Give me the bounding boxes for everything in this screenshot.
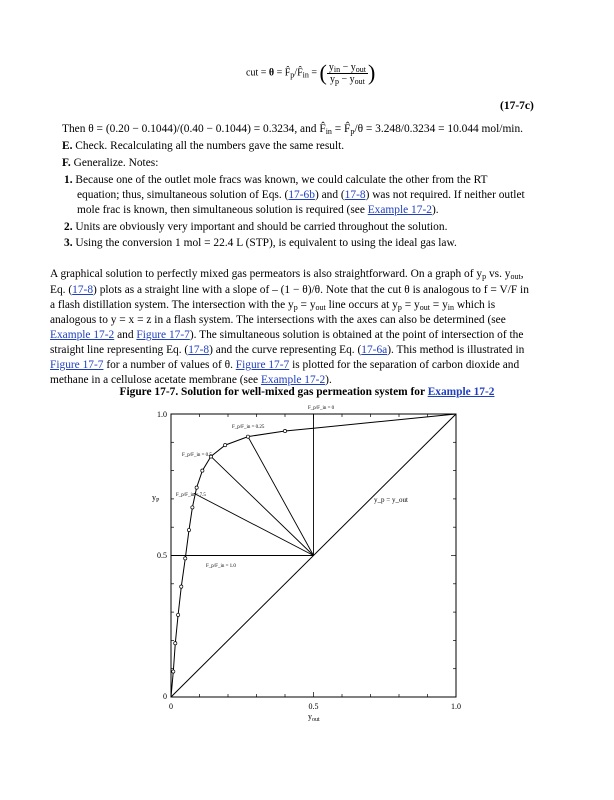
link-para-eq-17-6a[interactable]: 17-6a	[361, 344, 388, 356]
operating-line-1	[248, 437, 314, 556]
caption-link-example-17-2[interactable]: Example 17-2	[427, 386, 495, 398]
then-line-e: = 3.248/0.3234 = 10.044 mol/min.	[363, 123, 524, 135]
eq-den-b-sub: out	[354, 76, 365, 86]
equation-number: (17-7c)	[500, 100, 534, 112]
para-l7a: for a number of values of θ.	[103, 359, 236, 371]
curve-point-4	[184, 557, 187, 560]
step-e-label: E.	[62, 140, 73, 152]
note-1-text-3b: ).	[431, 204, 439, 216]
note-1-text-2c: ) was not required. If neither outlet	[365, 189, 525, 201]
link-para-example-17-2-b[interactable]: Example 17-2	[260, 374, 326, 386]
link-example-17-2[interactable]: Example 17-2	[367, 204, 432, 216]
note-1-text-1: Because one of the outlet mole fracs was known, we could calculate the other from the RT	[72, 174, 488, 186]
para-l6a: straight line representing Eq. (	[50, 344, 189, 356]
x-tick-label-0: 0	[169, 702, 173, 711]
link-eq-17-6b[interactable]: 17-6b	[288, 189, 315, 201]
link-para-figure-17-7-c[interactable]: Figure 17-7	[235, 359, 290, 371]
y-tick-label-1: 0.5	[157, 551, 167, 560]
curve-point-2	[177, 613, 180, 616]
eq-mid2: /F̂	[294, 67, 303, 79]
para-l1-sub2: out	[510, 272, 521, 281]
eq-mid2-sub: in	[302, 70, 309, 80]
operating-line-2	[211, 456, 314, 555]
note-1-number: 1.	[64, 174, 73, 186]
y-axis-label: $y_P$	[152, 493, 160, 504]
annotation-yp-yout: y_p = y_out	[374, 496, 408, 504]
para-l3-sub3: p	[397, 303, 402, 312]
para-l2b: ) plots as a straight line with a slope of – (1 − θ)/θ. Note that the cut θ is analogous to f = V/F in	[93, 284, 529, 296]
note-2-number: 2.	[64, 221, 73, 233]
para-l3-sub2: out	[315, 303, 326, 312]
curve-point-3	[180, 585, 183, 588]
curve-point-11	[246, 435, 249, 438]
eq-num-b-sub: out	[355, 64, 366, 74]
para-l3f: which is	[454, 299, 496, 311]
para-l6c: ). This method is illustrated in	[387, 344, 525, 356]
then-line-b-sub: in	[325, 127, 332, 136]
para-l3-sub1: p	[293, 303, 298, 312]
eq-den-op: − y	[338, 73, 355, 85]
y-tick-label-2: 1.0	[157, 410, 167, 419]
curve-point-5	[187, 528, 190, 531]
operating-line-3	[194, 493, 314, 555]
then-line-c: = F̂	[331, 123, 351, 135]
para-line-1	[50, 267, 524, 282]
annotation-fp-fin-1-0: F_p/F_in = 1.0	[206, 564, 236, 569]
eq-fraction	[327, 62, 368, 85]
step-f	[62, 156, 158, 171]
para-l5b: ). The simultaneous solution is obtained at the point of intersection of the	[189, 329, 524, 341]
para-l8a: methane in a cellulose acetate membrane (see	[50, 374, 261, 386]
note-1-line-2	[77, 188, 525, 203]
eq-mid-sub: p	[290, 70, 295, 80]
note-3	[64, 236, 457, 251]
para-l3c: line occurs at y	[325, 299, 398, 311]
curve-point-6	[191, 506, 194, 509]
para-l3-sub5: in	[447, 303, 455, 312]
step-f-label: F.	[62, 157, 71, 169]
para-line-3	[50, 298, 495, 313]
para-l7b: is plotted for the separation of carbon dioxide and	[289, 359, 520, 371]
eq-num-a-sub: in	[333, 64, 341, 74]
para-l5a: and	[114, 329, 137, 341]
equation-17-7c: cut = $\theta = F̂_p/F̂_{in}$ = ( $\frac{y_{in} - y_{out}}{y_p - y_{out}}$ )	[246, 60, 376, 86]
eq-num-op: − y	[340, 61, 356, 73]
note-3-number: 3.	[64, 237, 73, 249]
para-l1-sub1: p	[482, 272, 487, 281]
eq-theta: θ	[268, 67, 275, 79]
annotation-fp-fin-7-5: F_p/F_in = 7.5	[176, 493, 206, 498]
note-1-line-3	[77, 203, 439, 218]
note-1-text-2b: ) and (	[314, 189, 345, 201]
curve-point-1	[174, 642, 177, 645]
link-eq-17-8[interactable]: 17-8	[344, 189, 366, 201]
curve-point-12	[283, 429, 286, 432]
eq-den-a-sub: p	[334, 76, 339, 86]
para-l3b: = y	[297, 299, 316, 311]
step-e-text: Check. Recalculating all the numbers gave the same result.	[72, 140, 345, 152]
note-1-line-1	[64, 173, 487, 188]
para-l2a: Eq. (	[50, 284, 73, 296]
curve-point-0	[172, 670, 175, 673]
para-l3e: = y	[429, 299, 448, 311]
x-tick-label-1: 0.5	[308, 702, 319, 711]
eq-mid3: =	[308, 67, 320, 79]
para-line-7	[50, 358, 519, 373]
step-e	[62, 139, 344, 154]
figure-17-7-chart	[140, 400, 480, 725]
link-para-17-8[interactable]: 17-8	[72, 284, 94, 296]
para-l1b: vs. y	[486, 268, 511, 280]
para-l3-sub4: out	[419, 303, 430, 312]
then-line-a: Then θ = (0.20 − 0.1044)/(0.40 − 0.1044) = 0.3234, and	[62, 123, 320, 135]
note-3-text: Using the conversion 1 mol = 22.4 L (STP), is equivalent to using the ideal gas law.	[72, 237, 457, 249]
para-l6b: ) and the curve representing Eq. (	[209, 344, 362, 356]
eq-mid: = F̂	[274, 67, 291, 79]
step-f-text: Generalize. Notes:	[70, 157, 159, 169]
y-tick-label-0: 0	[163, 692, 167, 701]
curve-point-8	[201, 469, 204, 472]
eq-lhs: cut =	[246, 67, 269, 79]
caption-text: Figure 17-7. Solution for well-mixed gas permeation system for	[119, 386, 428, 398]
para-l1c: ,	[520, 268, 524, 280]
then-line-b: F̂	[319, 123, 326, 135]
note-2-text: Units are obviously very important and should be carried throughout the solution.	[72, 221, 448, 233]
para-l8b: ).	[325, 374, 332, 386]
x-tick-label-2: 1.0	[451, 702, 461, 711]
para-l3d: = y	[401, 299, 420, 311]
then-line-d: /θ	[354, 123, 364, 135]
note-1-text-3a: mole frac is known, then simultaneous solution is required (see	[77, 204, 368, 216]
note-2	[64, 220, 447, 235]
then-line-c-sub: p	[350, 127, 355, 136]
annotation-fp-fin-0: F_p/F_in = 0	[308, 406, 335, 411]
para-line-2	[50, 283, 529, 298]
para-l3a: a flash distillation system. The intersection with the y	[50, 299, 294, 311]
eq-num-a: y	[328, 61, 334, 73]
annotation-fp-fin-0-25: F_p/F_in = 0.25	[232, 425, 265, 430]
annotation-fp-fin-0-5: F_p/F_in = 0.5	[182, 453, 212, 458]
note-1-text-2a: equation; thus, simultaneous solution of Eqs. (	[77, 189, 289, 201]
link-para-eq-17-8[interactable]: 17-8	[188, 344, 210, 356]
x-axis-label: $y_{out}$	[308, 712, 320, 723]
eq-den-a: y	[329, 73, 335, 85]
curve-point-10	[224, 444, 227, 447]
figure-caption	[0, 386, 614, 398]
para-l1a: A graphical solution to perfectly mixed gas permeators is also straightforward. On a graph of y	[50, 268, 483, 280]
then-line	[62, 122, 523, 137]
curve-point-7	[195, 486, 198, 489]
link-para-example-17-2[interactable]: Example 17-2	[50, 329, 115, 341]
link-para-figure-17-7-b[interactable]: Figure 17-7	[50, 359, 104, 371]
para-line-6	[50, 343, 524, 358]
para-line-5	[50, 328, 523, 343]
para-line-4: analogous to y = x = z in a flash system. The intersections with the axes can also be determined (see	[50, 314, 506, 326]
link-para-figure-17-7[interactable]: Figure 17-7	[136, 329, 190, 341]
